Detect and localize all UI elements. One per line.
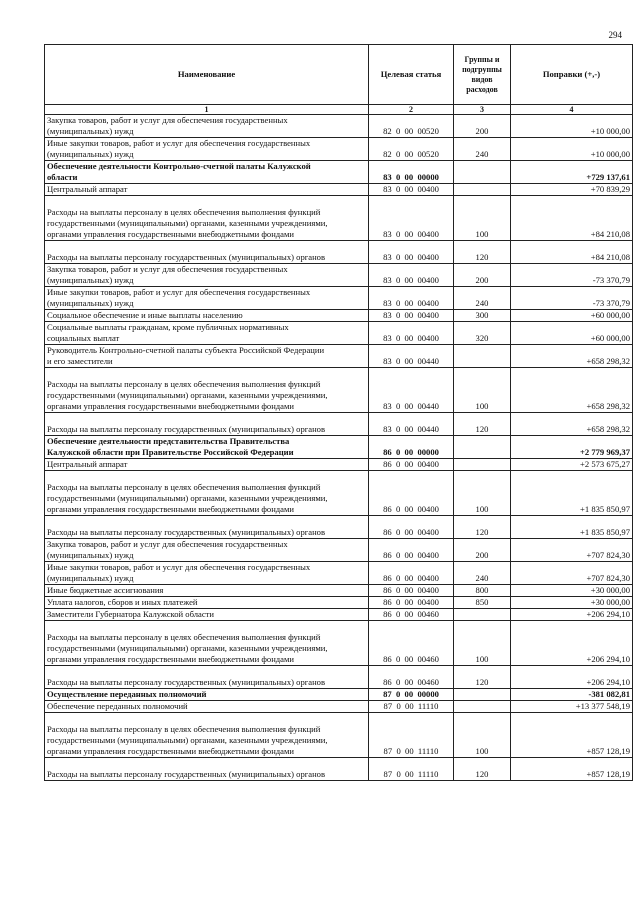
row-group [454, 689, 511, 701]
table-row [45, 516, 633, 539]
row-amount: +1 835 850,97 [511, 471, 633, 516]
row-amount: +658 298,32 [511, 368, 633, 413]
row-group: 100 [454, 621, 511, 666]
header-group-line: Группы и [464, 54, 500, 64]
row-name-line [47, 368, 366, 379]
row-target-code: 83 0 00 00440 [369, 345, 454, 368]
row-group: 120 [454, 516, 511, 539]
row-group: 100 [454, 368, 511, 413]
header-name: Наименование [45, 45, 369, 105]
row-group [454, 161, 511, 184]
table-row [45, 471, 633, 516]
table-row [45, 597, 633, 609]
table-header-row [45, 45, 633, 105]
header-target: Целевая статья [369, 45, 454, 105]
row-amount: +2 779 969,37 [511, 436, 633, 459]
row-target-code: 86 0 00 00460 [369, 609, 454, 621]
row-name-line: органами управления государственными внебюджетными фондами [47, 504, 295, 514]
row-name [45, 264, 369, 287]
row-amount: -73 370,79 [511, 264, 633, 287]
row-target-code: 87 0 00 11110 [369, 758, 454, 781]
row-name [45, 539, 369, 562]
row-name-line: Расходы на выплаты персоналу в целях обеспечения выполнения функций [47, 724, 321, 734]
table-row [45, 161, 633, 184]
row-name-line: Закупка товаров, работ и услуг для обеспечения государственных [47, 264, 288, 274]
row-amount: +10 000,00 [511, 138, 633, 161]
row-name-line: Социальное обеспечение и иные выплаты населению [47, 310, 243, 320]
row-name [45, 701, 369, 713]
row-amount: +206 294,10 [511, 621, 633, 666]
budget-amendments-table [44, 44, 633, 781]
row-target-code: 86 0 00 00400 [369, 562, 454, 585]
row-target-code: 83 0 00 00440 [369, 413, 454, 436]
row-group: 800 [454, 585, 511, 597]
row-target-code: 83 0 00 00400 [369, 287, 454, 310]
row-name-line: области [47, 172, 78, 182]
row-target-code: 86 0 00 00400 [369, 597, 454, 609]
row-target-code: 82 0 00 00520 [369, 115, 454, 138]
row-name-line: органами управления государственными внебюджетными фондами [47, 401, 295, 411]
table-row [45, 701, 633, 713]
row-name-line [47, 241, 366, 252]
row-name [45, 666, 369, 689]
row-name [45, 322, 369, 345]
table-row [45, 436, 633, 459]
row-name-line: (муниципальных) нужд [47, 573, 134, 583]
row-name-line [47, 196, 366, 207]
row-group: 100 [454, 471, 511, 516]
row-name-line: Социальные выплаты гражданам, кроме публичных нормативных [47, 322, 289, 332]
table-row [45, 562, 633, 585]
row-name-line: государственными (муниципальными) органами, казенными учреждениями, [47, 493, 328, 503]
table-row [45, 196, 633, 241]
row-name-line: Закупка товаров, работ и услуг для обеспечения государственных [47, 539, 288, 549]
page-number: 294 [608, 30, 622, 40]
row-group: 200 [454, 264, 511, 287]
row-name-line: Расходы на выплаты персоналу государственных (муниципальных) органов [47, 769, 326, 779]
row-name-line: Центральный аппарат [47, 184, 128, 194]
row-amount: +2 573 675,27 [511, 459, 633, 471]
row-target-code: 83 0 00 00400 [369, 264, 454, 287]
row-name-line [47, 471, 366, 482]
row-name-line: Иные бюджетные ассигнования [47, 585, 164, 595]
row-name-line: Осуществление переданных полномочий [47, 689, 207, 699]
row-target-code: 83 0 00 00400 [369, 310, 454, 322]
row-name [45, 621, 369, 666]
row-amount: +857 128,19 [511, 713, 633, 758]
row-target-code: 83 0 00 00400 [369, 322, 454, 345]
column-number-row [45, 105, 633, 115]
row-amount: +84 210,08 [511, 241, 633, 264]
row-amount: +30 000,00 [511, 597, 633, 609]
row-name [45, 562, 369, 585]
row-amount: +707 824,30 [511, 562, 633, 585]
row-name [45, 758, 369, 781]
row-target-code: 83 0 00 00000 [369, 161, 454, 184]
row-amount: +30 000,00 [511, 585, 633, 597]
row-name [45, 609, 369, 621]
row-amount: +1 835 850,97 [511, 516, 633, 539]
row-name-line: Обеспечение переданных полномочий [47, 701, 188, 711]
row-target-code: 83 0 00 00400 [369, 196, 454, 241]
table-row [45, 689, 633, 701]
row-name-line [47, 758, 366, 769]
row-amount: +60 000,00 [511, 322, 633, 345]
row-amount: +70 839,29 [511, 184, 633, 196]
row-name [45, 138, 369, 161]
row-name-line: органами управления государственными внебюджетными фондами [47, 654, 295, 664]
row-name-line [47, 413, 366, 424]
row-amount: +84 210,08 [511, 196, 633, 241]
header-group-line: расходов [466, 84, 498, 94]
row-name-line: государственными (муниципальными) органами, казенными учреждениями, [47, 218, 328, 228]
row-name [45, 713, 369, 758]
table-row [45, 184, 633, 196]
row-name-line: государственными (муниципальными) органами, казенными учреждениями, [47, 735, 328, 745]
row-name-line: Расходы на выплаты персоналу в целях обеспечения выполнения функций [47, 379, 321, 389]
row-name-line: органами управления государственными внебюджетными фондами [47, 229, 295, 239]
row-group: 100 [454, 713, 511, 758]
row-name [45, 413, 369, 436]
table-row [45, 758, 633, 781]
row-name [45, 689, 369, 701]
column-number: 3 [454, 105, 511, 115]
row-group: 200 [454, 115, 511, 138]
row-target-code: 87 0 00 11110 [369, 701, 454, 713]
table-row [45, 322, 633, 345]
row-name-line: (муниципальных) нужд [47, 550, 134, 560]
row-name [45, 345, 369, 368]
column-number: 1 [45, 105, 369, 115]
row-group: 120 [454, 413, 511, 436]
row-name [45, 585, 369, 597]
row-name-line [47, 666, 366, 677]
column-number: 2 [369, 105, 454, 115]
row-target-code: 86 0 00 00000 [369, 436, 454, 459]
header-group-line: подгруппы [462, 64, 502, 74]
row-group: 320 [454, 322, 511, 345]
row-name [45, 184, 369, 196]
row-name-line: и его заместители [47, 356, 113, 366]
row-group [454, 459, 511, 471]
row-amount: +857 128,19 [511, 758, 633, 781]
row-name [45, 161, 369, 184]
row-name-line: Иные закупки товаров, работ и услуг для обеспечения государственных [47, 562, 311, 572]
row-name-line: социальных выплат [47, 333, 120, 343]
row-amount: -381 082,81 [511, 689, 633, 701]
table-row [45, 539, 633, 562]
header-group-line: видов [471, 74, 493, 84]
row-name-line: Расходы на выплаты персоналу государственных (муниципальных) органов [47, 252, 326, 262]
row-name-line: (муниципальных) нужд [47, 298, 134, 308]
row-amount: +10 000,00 [511, 115, 633, 138]
row-name-line: Расходы на выплаты персоналу государственных (муниципальных) органов [47, 424, 326, 434]
row-name-line: государственными (муниципальными) органами, казенными учреждениями, [47, 390, 328, 400]
row-group: 200 [454, 539, 511, 562]
row-target-code: 86 0 00 00460 [369, 666, 454, 689]
row-target-code: 82 0 00 00520 [369, 138, 454, 161]
table-row [45, 310, 633, 322]
row-name-line: (муниципальных) нужд [47, 149, 134, 159]
row-name [45, 459, 369, 471]
header-amount: Поправки (+,-) [511, 45, 633, 105]
row-group: 240 [454, 138, 511, 161]
row-group [454, 436, 511, 459]
row-amount: +707 824,30 [511, 539, 633, 562]
row-target-code: 87 0 00 11110 [369, 713, 454, 758]
row-amount: +729 137,61 [511, 161, 633, 184]
row-target-code: 86 0 00 00400 [369, 471, 454, 516]
table-row [45, 621, 633, 666]
row-target-code: 86 0 00 00400 [369, 539, 454, 562]
table-row [45, 713, 633, 758]
table-row [45, 459, 633, 471]
row-name-line: Расходы на выплаты персоналу в целях обеспечения выполнения функций [47, 207, 321, 217]
row-name-line: Расходы на выплаты персоналу в целях обеспечения выполнения функций [47, 632, 321, 642]
row-target-code: 86 0 00 00400 [369, 585, 454, 597]
table-row [45, 264, 633, 287]
row-group: 850 [454, 597, 511, 609]
row-group: 120 [454, 666, 511, 689]
row-name [45, 115, 369, 138]
row-name-line: (муниципальных) нужд [47, 126, 134, 136]
table-row [45, 585, 633, 597]
row-amount: +60 000,00 [511, 310, 633, 322]
table-row [45, 345, 633, 368]
row-group: 240 [454, 562, 511, 585]
row-name [45, 471, 369, 516]
row-name-line: (муниципальных) нужд [47, 275, 134, 285]
row-name [45, 310, 369, 322]
row-target-code: 87 0 00 00000 [369, 689, 454, 701]
row-group [454, 701, 511, 713]
row-group [454, 184, 511, 196]
row-target-code: 83 0 00 00400 [369, 241, 454, 264]
row-group [454, 609, 511, 621]
row-name-line: Расходы на выплаты персоналу государственных (муниципальных) органов [47, 677, 326, 687]
row-name [45, 241, 369, 264]
table-row [45, 413, 633, 436]
row-group [454, 345, 511, 368]
row-amount: +658 298,32 [511, 345, 633, 368]
row-group: 120 [454, 758, 511, 781]
row-target-code: 83 0 00 00400 [369, 184, 454, 196]
table-body [45, 115, 633, 781]
table-row [45, 115, 633, 138]
row-name-line: органами управления государственными внебюджетными фондами [47, 746, 295, 756]
row-name-line: Руководитель Контрольно-счетной палаты субъекта Российской Федерации [47, 345, 325, 355]
table-row [45, 609, 633, 621]
row-name-line: государственными (муниципальными) органами, казенными учреждениями, [47, 643, 328, 653]
row-amount: +206 294,10 [511, 666, 633, 689]
row-amount: +13 377 548,19 [511, 701, 633, 713]
row-name-line: Уплата налогов, сборов и иных платежей [47, 597, 198, 607]
row-group: 240 [454, 287, 511, 310]
row-name-line: Обеспечение деятельности представительства Правительства [47, 436, 290, 446]
row-name-line: Обеспечение деятельности Контрольно-счетной палаты Калужской [47, 161, 311, 171]
row-name-line: Калужской области при Правительстве Российской Федерации [47, 447, 294, 457]
column-number: 4 [511, 105, 633, 115]
row-name-line: Иные закупки товаров, работ и услуг для обеспечения государственных [47, 138, 311, 148]
row-group: 120 [454, 241, 511, 264]
row-name-line [47, 621, 366, 632]
row-name-line: Закупка товаров, работ и услуг для обеспечения государственных [47, 115, 288, 125]
row-name [45, 287, 369, 310]
row-name-line [47, 516, 366, 527]
row-name [45, 597, 369, 609]
row-group: 300 [454, 310, 511, 322]
row-name [45, 196, 369, 241]
table-row [45, 287, 633, 310]
row-target-code: 86 0 00 00400 [369, 459, 454, 471]
row-name-line: Заместители Губернатора Калужской области [47, 609, 215, 619]
row-amount: +206 294,10 [511, 609, 633, 621]
row-name-line: Центральный аппарат [47, 459, 128, 469]
table-row [45, 666, 633, 689]
row-name-line: Расходы на выплаты персоналу в целях обеспечения выполнения функций [47, 482, 321, 492]
row-target-code: 83 0 00 00440 [369, 368, 454, 413]
row-target-code: 86 0 00 00460 [369, 621, 454, 666]
table-row [45, 138, 633, 161]
table-row [45, 241, 633, 264]
row-name-line: Иные закупки товаров, работ и услуг для обеспечения государственных [47, 287, 311, 297]
table-row [45, 368, 633, 413]
row-amount: -73 370,79 [511, 287, 633, 310]
row-name-line [47, 713, 366, 724]
row-name-line: Расходы на выплаты персоналу государственных (муниципальных) органов [47, 527, 326, 537]
row-amount: +658 298,32 [511, 413, 633, 436]
row-name [45, 436, 369, 459]
row-name [45, 516, 369, 539]
row-group: 100 [454, 196, 511, 241]
header-group [454, 45, 511, 105]
row-target-code: 86 0 00 00400 [369, 516, 454, 539]
row-name [45, 368, 369, 413]
